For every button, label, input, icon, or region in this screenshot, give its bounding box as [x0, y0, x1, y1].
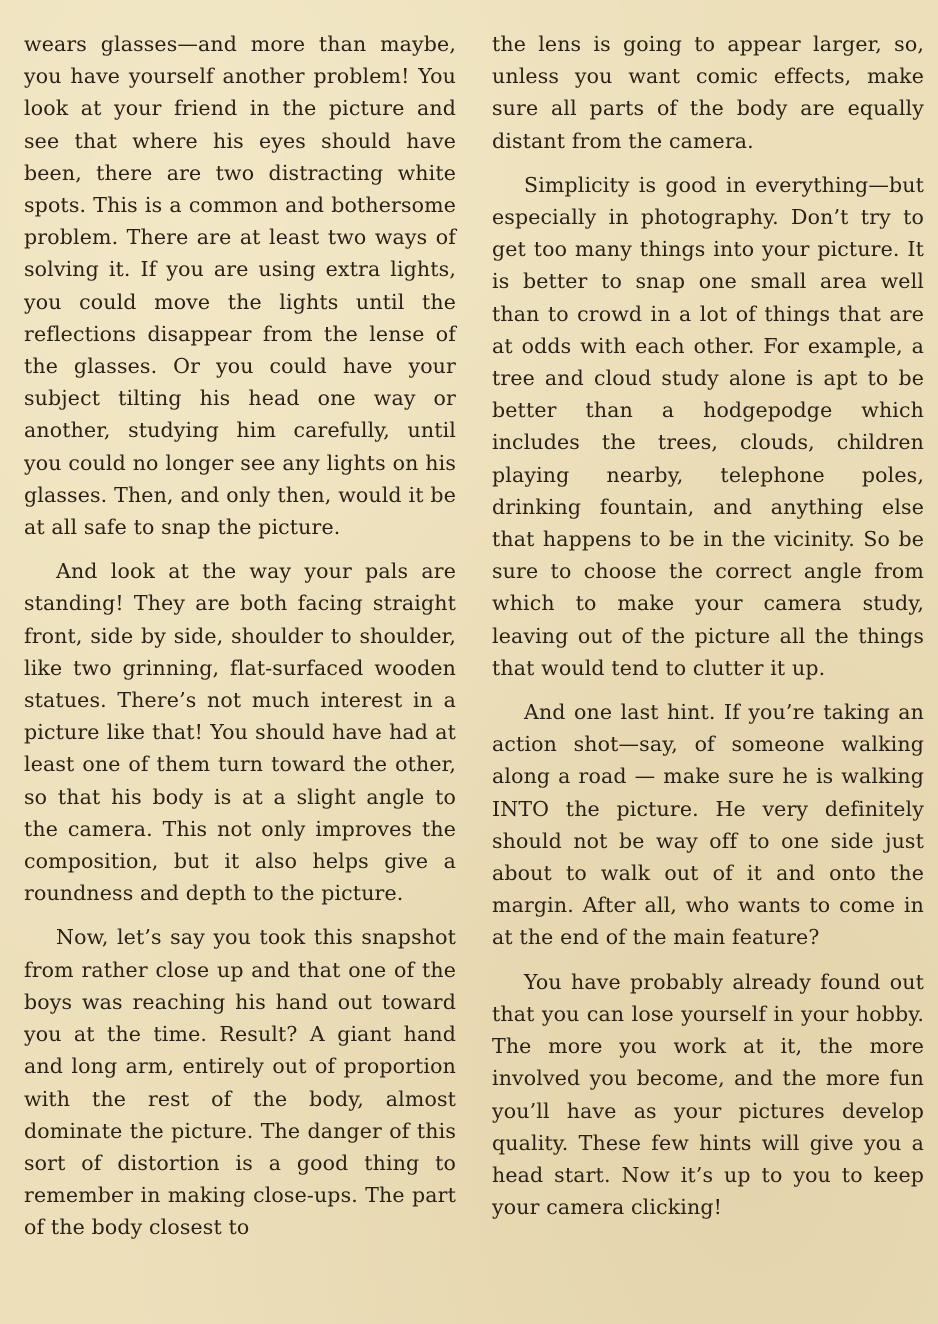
paragraph: wears glasses—and more than maybe, you have yourself another problem! You look at your friend in the picture and see that where his eyes should have been, there are two distracting white spots. This is a common and bothersome problem. There are at least two ways of solving it. If you are using extra lights, you could move the lights until the reflections disappear from the lense of the glasses. Or you could have your subject tilting his head one way or another, studying him carefully, until you could no longer see any lights on his glasses. Then, and only then, would it be at all safe to snap the picture.: [24, 32, 456, 540]
right-column: [492, 28, 924, 1235]
paragraph: Simplicity is good in everything—but especially in photography. Don’t try to get too many things into your picture. It is better to snap one small area well than to crowd in a lot of things that are at odds with each other. For example, a tree and cloud study alone is apt to be better than a hodgepodge which includes the trees, clouds, children playing nearby, telephone poles, drinking fountain, and anything else that happens to be in the vicinity. So be sure to choose the correct angle from which to make your camera study, leaving out of the picture all the things that would tend to clutter it up.: [492, 172, 924, 680]
left-column: [24, 28, 456, 1256]
paragraph: You have probably already found out that you can lose yourself in your hobby. The more you work at it, the more involved you become, and the more fun you’ll have as your pictures develop quality. These few hints will give you a head start. Now it’s up to you to keep your camera clicking!: [492, 969, 924, 1220]
paragraph: And look at the way your pals are standing! They are both facing straight front, side by side, shoulder to shoulder, like two grinning, flat-surfaced wooden statues. There’s not much interest in a picture like that! You should have had at least one of them turn toward the other, so that his body is at a slight angle to the camera. This not only improves the composition, but it also helps give a roundness and depth to the picture.: [24, 559, 456, 906]
paragraph: Now, let’s say you took this snapshot from rather close up and that one of the boys was reaching his hand out toward you at the time. Result? A giant hand and long arm, entirely out of proportion with the rest of the body, almost dominate the picture. The danger of this sort of distortion is a good thing to remember in making close-ups. The part of the body closest to: [24, 925, 456, 1240]
paragraph: the lens is going to appear larger, so, unless you want comic effects, make sure all parts of the body are equally distant from the camera.: [492, 32, 924, 153]
paragraph: And one last hint. If you’re taking an action shot—say, of someone walking along a road — make sure he is walking INTO the picture. He very definitely should not be way off to one side just about to walk out of it and onto the margin. After all, who wants to come in at the end of the main feature?: [492, 700, 924, 950]
